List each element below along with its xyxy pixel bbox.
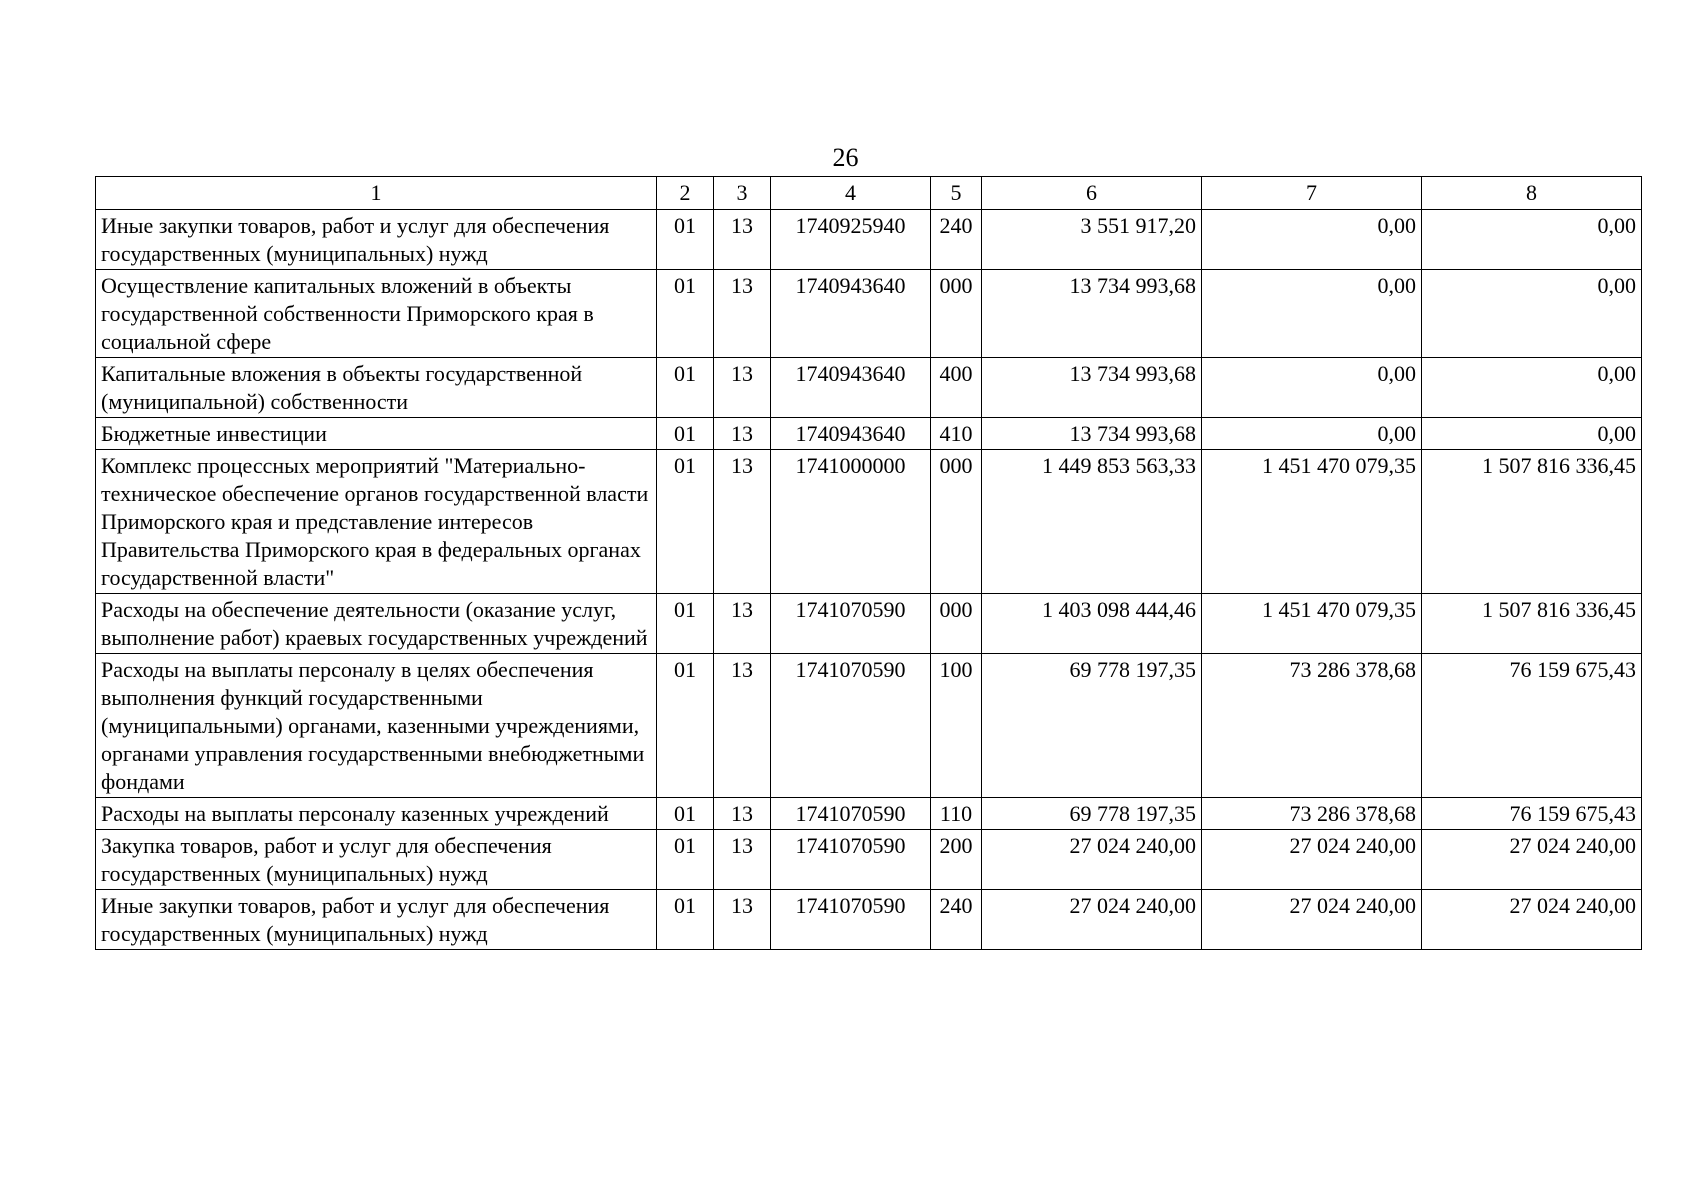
section-code: 01 [657, 830, 714, 890]
table-row [96, 418, 1642, 450]
section-code: 01 [657, 270, 714, 358]
table-row [96, 654, 1642, 798]
column-header: 3 [714, 177, 771, 210]
column-header: 2 [657, 177, 714, 210]
table-row [96, 358, 1642, 418]
column-header: 1 [96, 177, 657, 210]
target-article-code: 1741070590 [771, 798, 931, 830]
amount-col-6: 27 024 240,00 [982, 830, 1202, 890]
subsection-code: 13 [714, 798, 771, 830]
row-name: Расходы на выплаты персоналу казенных учреждений [96, 798, 657, 830]
row-name: Комплекс процессных мероприятий "Материально-техническое обеспечение органов государственной власти Приморского края и представление интересов Правительства Приморского края в федеральных органах государственной власти" [96, 450, 657, 594]
amount-col-8: 76 159 675,43 [1422, 798, 1642, 830]
row-name: Иные закупки товаров, работ и услуг для обеспечения государственных (муниципальных) нужд [96, 890, 657, 950]
amount-col-8: 76 159 675,43 [1422, 654, 1642, 798]
section-code: 01 [657, 418, 714, 450]
amount-col-7: 0,00 [1202, 358, 1422, 418]
amount-col-7: 73 286 378,68 [1202, 654, 1422, 798]
subsection-code: 13 [714, 418, 771, 450]
expense-kind-code: 240 [931, 890, 982, 950]
expense-kind-code: 240 [931, 210, 982, 270]
table-row [96, 594, 1642, 654]
amount-col-8: 27 024 240,00 [1422, 890, 1642, 950]
budget-table [95, 176, 1642, 950]
section-code: 01 [657, 358, 714, 418]
section-code: 01 [657, 798, 714, 830]
amount-col-7: 27 024 240,00 [1202, 890, 1422, 950]
table-row [96, 450, 1642, 594]
row-name: Иные закупки товаров, работ и услуг для обеспечения государственных (муниципальных) нужд [96, 210, 657, 270]
row-name: Расходы на обеспечение деятельности (оказание услуг, выполнение работ) краевых государственных учреждений [96, 594, 657, 654]
amount-col-8: 0,00 [1422, 358, 1642, 418]
table-row [96, 270, 1642, 358]
column-header: 6 [982, 177, 1202, 210]
section-code: 01 [657, 450, 714, 594]
amount-col-7: 1 451 470 079,35 [1202, 594, 1422, 654]
row-name: Осуществление капитальных вложений в объекты государственной собственности Приморского края в социальной сфере [96, 270, 657, 358]
target-article-code: 1740943640 [771, 418, 931, 450]
table-row [96, 830, 1642, 890]
amount-col-6: 13 734 993,68 [982, 358, 1202, 418]
expense-kind-code: 400 [931, 358, 982, 418]
amount-col-8: 1 507 816 336,45 [1422, 450, 1642, 594]
amount-col-8: 0,00 [1422, 270, 1642, 358]
section-code: 01 [657, 890, 714, 950]
target-article-code: 1741070590 [771, 830, 931, 890]
table-row [96, 890, 1642, 950]
subsection-code: 13 [714, 890, 771, 950]
amount-col-6: 3 551 917,20 [982, 210, 1202, 270]
section-code: 01 [657, 210, 714, 270]
subsection-code: 13 [714, 270, 771, 358]
amount-col-7: 0,00 [1202, 270, 1422, 358]
amount-col-6: 69 778 197,35 [982, 798, 1202, 830]
row-name: Закупка товаров, работ и услуг для обеспечения государственных (муниципальных) нужд [96, 830, 657, 890]
amount-col-7: 73 286 378,68 [1202, 798, 1422, 830]
amount-col-7: 0,00 [1202, 418, 1422, 450]
target-article-code: 1741070590 [771, 890, 931, 950]
amount-col-8: 27 024 240,00 [1422, 830, 1642, 890]
subsection-code: 13 [714, 830, 771, 890]
column-header: 5 [931, 177, 982, 210]
row-name: Расходы на выплаты персоналу в целях обеспечения выполнения функций государственными (муниципальными) органами, казенными учреждениями, органами управления государственными внебюджетными фондами [96, 654, 657, 798]
amount-col-8: 1 507 816 336,45 [1422, 594, 1642, 654]
section-code: 01 [657, 594, 714, 654]
column-header: 7 [1202, 177, 1422, 210]
amount-col-7: 1 451 470 079,35 [1202, 450, 1422, 594]
expense-kind-code: 110 [931, 798, 982, 830]
target-article-code: 1741070590 [771, 654, 931, 798]
subsection-code: 13 [714, 654, 771, 798]
subsection-code: 13 [714, 210, 771, 270]
amount-col-6: 1 403 098 444,46 [982, 594, 1202, 654]
table-row [96, 210, 1642, 270]
subsection-code: 13 [714, 594, 771, 654]
amount-col-6: 13 734 993,68 [982, 418, 1202, 450]
target-article-code: 1740925940 [771, 210, 931, 270]
page-number: 26 [832, 143, 859, 172]
expense-kind-code: 100 [931, 654, 982, 798]
expense-kind-code: 410 [931, 418, 982, 450]
amount-col-7: 27 024 240,00 [1202, 830, 1422, 890]
target-article-code: 1741000000 [771, 450, 931, 594]
column-header: 4 [771, 177, 931, 210]
amount-col-6: 13 734 993,68 [982, 270, 1202, 358]
amount-col-6: 1 449 853 563,33 [982, 450, 1202, 594]
row-name: Капитальные вложения в объекты государственной (муниципальной) собственности [96, 358, 657, 418]
amount-col-8: 0,00 [1422, 210, 1642, 270]
target-article-code: 1740943640 [771, 270, 931, 358]
header-row [96, 177, 1642, 210]
row-name: Бюджетные инвестиции [96, 418, 657, 450]
subsection-code: 13 [714, 358, 771, 418]
section-code: 01 [657, 654, 714, 798]
amount-col-6: 69 778 197,35 [982, 654, 1202, 798]
target-article-code: 1741070590 [771, 594, 931, 654]
expense-kind-code: 200 [931, 830, 982, 890]
target-article-code: 1740943640 [771, 358, 931, 418]
expense-kind-code: 000 [931, 594, 982, 654]
expense-kind-code: 000 [931, 270, 982, 358]
amount-col-6: 27 024 240,00 [982, 890, 1202, 950]
table-row [96, 798, 1642, 830]
subsection-code: 13 [714, 450, 771, 594]
amount-col-8: 0,00 [1422, 418, 1642, 450]
amount-col-7: 0,00 [1202, 210, 1422, 270]
column-header: 8 [1422, 177, 1642, 210]
expense-kind-code: 000 [931, 450, 982, 594]
